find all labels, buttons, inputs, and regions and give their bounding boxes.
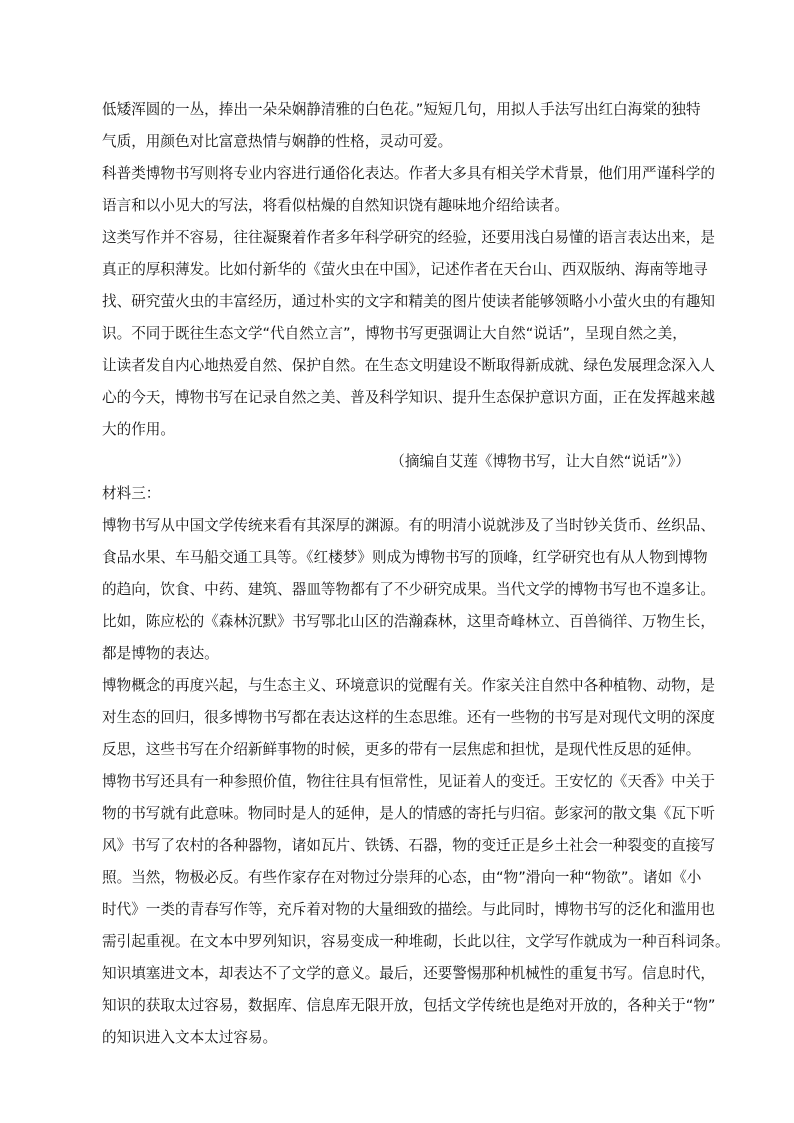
paragraph-line: 比如，陈应松的《森林沉默》书写鄂北山区的浩瀚森林，这里奇峰林立、百兽徜徉、万物生长，	[102, 613, 715, 630]
paragraph-line: 知识的获取太过容易，数据库、信息库无限开放，包括文学传统也是绝对开放的，各种关于“物”	[102, 997, 716, 1014]
section-heading: 材料三：	[102, 485, 161, 502]
paragraph-line: 的知识进入文本太过容易。	[102, 1029, 278, 1046]
paragraph-line: 真正的厚积薄发。比如付新华的《萤火虫在中国》，记述作者在天台山、西双版纳、海南等地寻	[102, 261, 708, 278]
paragraph-line: 都是博物的表达。	[102, 645, 219, 662]
paragraph-line: 风》书写了农村的各种器物，诸如瓦片、铁锈、石器，物的变迁正是乡土社会一种裂变的直接写	[102, 837, 715, 854]
paragraph-line: 找、研究萤火虫的丰富经历，通过朴实的文字和精美的图片使读者能够领略小小萤火虫的有趣知	[102, 293, 715, 310]
paragraph-line: 博物书写从中国文学传统来看有其深厚的渊源。有的明清小说就涉及了当时钞关货币、丝织品、	[102, 517, 715, 534]
source-citation: （摘编自艾莲《博物书写，让大自然“说话”》）	[390, 453, 690, 470]
paragraph-line: 低矮浑圆的一丛，捧出一朵朵娴静清雅的白色花。”短短几句，用拟人手法写出红白海棠的独特	[102, 101, 701, 118]
paragraph-line: 博物概念的再度兴起，与生态主义、环境意识的觉醒有关。作家关注自然中各种植物、动物，是	[102, 677, 715, 694]
paragraph-line: 这类写作并不容易，往往凝聚着作者多年科学研究的经验，还要用浅白易懂的语言表达出来，是	[102, 229, 715, 246]
paragraph-line: 让读者发自内心地热爱自然、保护自然。在生态文明建设不断取得新成就、绿色发展理念深入人	[102, 357, 715, 374]
paragraph-line: 知识填塞进文本，却表达不了文学的意义。最后，还要警惕那种机械性的重复书写。信息时代，	[102, 965, 715, 982]
paragraph-line: 照。当然，物极必反。有些作家存在对物过分崇拜的心态，由“物”滑向一种“物欲”。诸如《小	[102, 869, 702, 886]
paragraph-line: 反思，这些书写在介绍新鲜事物的时候，更多的带有一层焦虑和担忧，是现代性反思的延伸。	[102, 741, 701, 758]
paragraph-line: 博物书写还具有一种参照价值，物往往具有恒常性，见证着人的变迁。王安忆的《天香》中关于	[102, 773, 715, 790]
paragraph-line: 需引起重视。在文本中罗列知识，容易变成一种堆砌，长此以往，文学写作就成为一种百科词条。	[102, 933, 730, 950]
paragraph-line: 物的书写就有此意味。物同时是人的延伸，是人的情感的寄托与归宿。彭家河的散文集《瓦下听	[102, 805, 715, 822]
paragraph-line: 气质，用颜色对比富意热情与娴静的性格，灵动可爱。	[102, 133, 453, 150]
paragraph-line: 的趋向，饮食、中药、建筑、器皿等物都有了不少研究成果。当代文学的博物书写也不遑多让。	[102, 581, 715, 598]
paragraph-line: 对生态的回归，很多博物书写都在表达这样的生态思维。还有一些物的书写是对现代文明的深度	[102, 709, 715, 726]
paragraph-line: 识。不同于既往生态文学“代自然立言”，博物书写更强调让大自然“说话”，呈现自然之美，	[102, 325, 687, 342]
paragraph-line: 心的今天，博物书写在记录自然之美、普及科学知识、提升生态保护意识方面，正在发挥越来越	[102, 389, 715, 406]
paragraph-line: 科普类博物书写则将专业内容进行通俗化表达。作者大多具有相关学术背景，他们用严谨科学的	[102, 165, 715, 182]
paragraph-line: 语言和以小见大的写法，将看似枯燥的自然知识饶有趣味地介绍给读者。	[102, 197, 570, 214]
paragraph-line: 时代》一类的青春写作等，充斥着对物的大量细致的描绘。与此同时，博物书写的泛化和滥用也	[102, 901, 715, 918]
paragraph-line: 大的作用。	[102, 421, 175, 438]
paragraph-line: 食品水果、车马船交通工具等。《红楼梦》则成为博物书写的顶峰，红学研究也有从人物到博物	[102, 549, 708, 566]
